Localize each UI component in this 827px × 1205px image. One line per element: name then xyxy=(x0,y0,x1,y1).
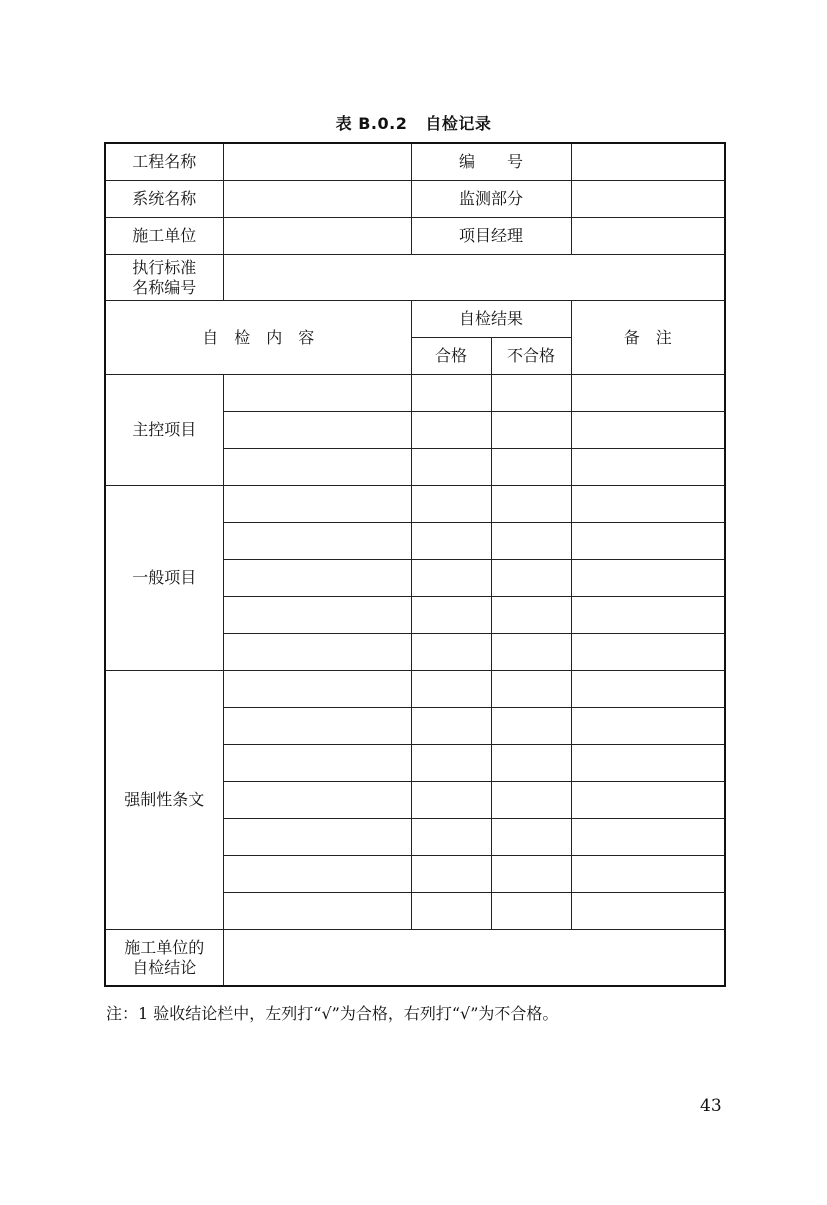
header-pass: 合格 xyxy=(411,338,491,375)
pass-cell[interactable] xyxy=(411,819,491,856)
fail-cell[interactable] xyxy=(491,856,571,893)
label-project-name: 工程名称 xyxy=(105,143,223,181)
item-cell[interactable] xyxy=(223,708,411,745)
fail-cell[interactable] xyxy=(491,375,571,412)
item-cell[interactable] xyxy=(223,671,411,708)
label-conclusion-line2: 自检结论 xyxy=(132,957,197,977)
pass-cell[interactable] xyxy=(411,412,491,449)
remark-cell[interactable] xyxy=(571,856,725,893)
group-main: 主控项目 xyxy=(105,375,223,486)
field-project-manager[interactable] xyxy=(571,218,725,255)
label-serial-no: 编 号 xyxy=(411,143,571,181)
self-inspection-table xyxy=(104,142,726,987)
label-conclusion xyxy=(105,930,223,987)
header-result: 自检结果 xyxy=(411,301,571,338)
remark-cell[interactable] xyxy=(571,782,725,819)
row-project-name xyxy=(105,143,725,181)
field-inspection-part[interactable] xyxy=(571,181,725,218)
fail-cell[interactable] xyxy=(491,486,571,523)
item-cell[interactable] xyxy=(223,412,411,449)
item-cell[interactable] xyxy=(223,449,411,486)
pass-cell[interactable] xyxy=(411,634,491,671)
row-system-name xyxy=(105,181,725,218)
remark-cell[interactable] xyxy=(571,745,725,782)
fail-cell[interactable] xyxy=(491,634,571,671)
remark-cell[interactable] xyxy=(571,597,725,634)
remark-cell[interactable] xyxy=(571,523,725,560)
field-project-name[interactable] xyxy=(223,143,411,181)
pass-cell[interactable] xyxy=(411,856,491,893)
remark-cell[interactable] xyxy=(571,375,725,412)
item-cell[interactable] xyxy=(223,819,411,856)
fail-cell[interactable] xyxy=(491,523,571,560)
pass-cell[interactable] xyxy=(411,375,491,412)
field-serial-no[interactable] xyxy=(571,143,725,181)
item-cell[interactable] xyxy=(223,523,411,560)
fail-cell[interactable] xyxy=(491,412,571,449)
table-row xyxy=(105,375,725,412)
pass-cell[interactable] xyxy=(411,671,491,708)
label-standard-line2: 名称编号 xyxy=(132,277,197,297)
item-cell[interactable] xyxy=(223,375,411,412)
item-cell[interactable] xyxy=(223,782,411,819)
remark-cell[interactable] xyxy=(571,449,725,486)
table-row xyxy=(105,486,725,523)
item-cell[interactable] xyxy=(223,634,411,671)
fail-cell[interactable] xyxy=(491,597,571,634)
remark-cell[interactable] xyxy=(571,893,725,930)
pass-cell[interactable] xyxy=(411,523,491,560)
label-conclusion-line1: 施工单位的 xyxy=(124,937,205,957)
remark-cell[interactable] xyxy=(571,708,725,745)
page-number: 43 xyxy=(700,1096,722,1116)
remark-cell[interactable] xyxy=(571,560,725,597)
pass-cell[interactable] xyxy=(411,893,491,930)
remark-cell[interactable] xyxy=(571,486,725,523)
label-construction-unit: 施工单位 xyxy=(105,218,223,255)
row-standard xyxy=(105,255,725,301)
fail-cell[interactable] xyxy=(491,449,571,486)
field-conclusion[interactable] xyxy=(223,930,725,987)
table-number: 表 B.0.2 xyxy=(335,114,408,133)
item-cell[interactable] xyxy=(223,745,411,782)
item-cell[interactable] xyxy=(223,597,411,634)
table-title: 自检记录 xyxy=(425,114,492,133)
row-column-header-1 xyxy=(105,301,725,338)
pass-cell[interactable] xyxy=(411,449,491,486)
label-system-name: 系统名称 xyxy=(105,181,223,218)
item-cell[interactable] xyxy=(223,486,411,523)
field-construction-unit[interactable] xyxy=(223,218,411,255)
fail-cell[interactable] xyxy=(491,782,571,819)
group-mandatory: 强制性条文 xyxy=(105,671,223,930)
remark-cell[interactable] xyxy=(571,634,725,671)
field-standard[interactable] xyxy=(223,255,725,301)
item-cell[interactable] xyxy=(223,856,411,893)
fail-cell[interactable] xyxy=(491,893,571,930)
pass-cell[interactable] xyxy=(411,708,491,745)
pass-cell[interactable] xyxy=(411,745,491,782)
pass-cell[interactable] xyxy=(411,560,491,597)
header-content: 自 检 内 容 xyxy=(105,301,411,375)
remark-cell[interactable] xyxy=(571,819,725,856)
fail-cell[interactable] xyxy=(491,560,571,597)
label-inspection-part: 监测部分 xyxy=(411,181,571,218)
table-row xyxy=(105,671,725,708)
row-conclusion xyxy=(105,930,725,987)
fail-cell[interactable] xyxy=(491,745,571,782)
pass-cell[interactable] xyxy=(411,486,491,523)
header-fail: 不合格 xyxy=(491,338,571,375)
fail-cell[interactable] xyxy=(491,708,571,745)
pass-cell[interactable] xyxy=(411,597,491,634)
row-construction-unit xyxy=(105,218,725,255)
group-general: 一般项目 xyxy=(105,486,223,671)
label-project-manager: 项目经理 xyxy=(411,218,571,255)
table-caption xyxy=(0,111,827,134)
pass-cell[interactable] xyxy=(411,782,491,819)
item-cell[interactable] xyxy=(223,560,411,597)
label-standard xyxy=(105,255,223,301)
table-note: 注：1 验收结论栏中，左列打“√”为合格，右列打“√”为不合格。 xyxy=(106,1004,559,1023)
label-standard-line1: 执行标准 xyxy=(132,257,197,277)
header-remark: 备 注 xyxy=(571,301,725,375)
fail-cell[interactable] xyxy=(491,671,571,708)
remark-cell[interactable] xyxy=(571,671,725,708)
field-system-name[interactable] xyxy=(223,181,411,218)
item-cell[interactable] xyxy=(223,893,411,930)
fail-cell[interactable] xyxy=(491,819,571,856)
remark-cell[interactable] xyxy=(571,412,725,449)
